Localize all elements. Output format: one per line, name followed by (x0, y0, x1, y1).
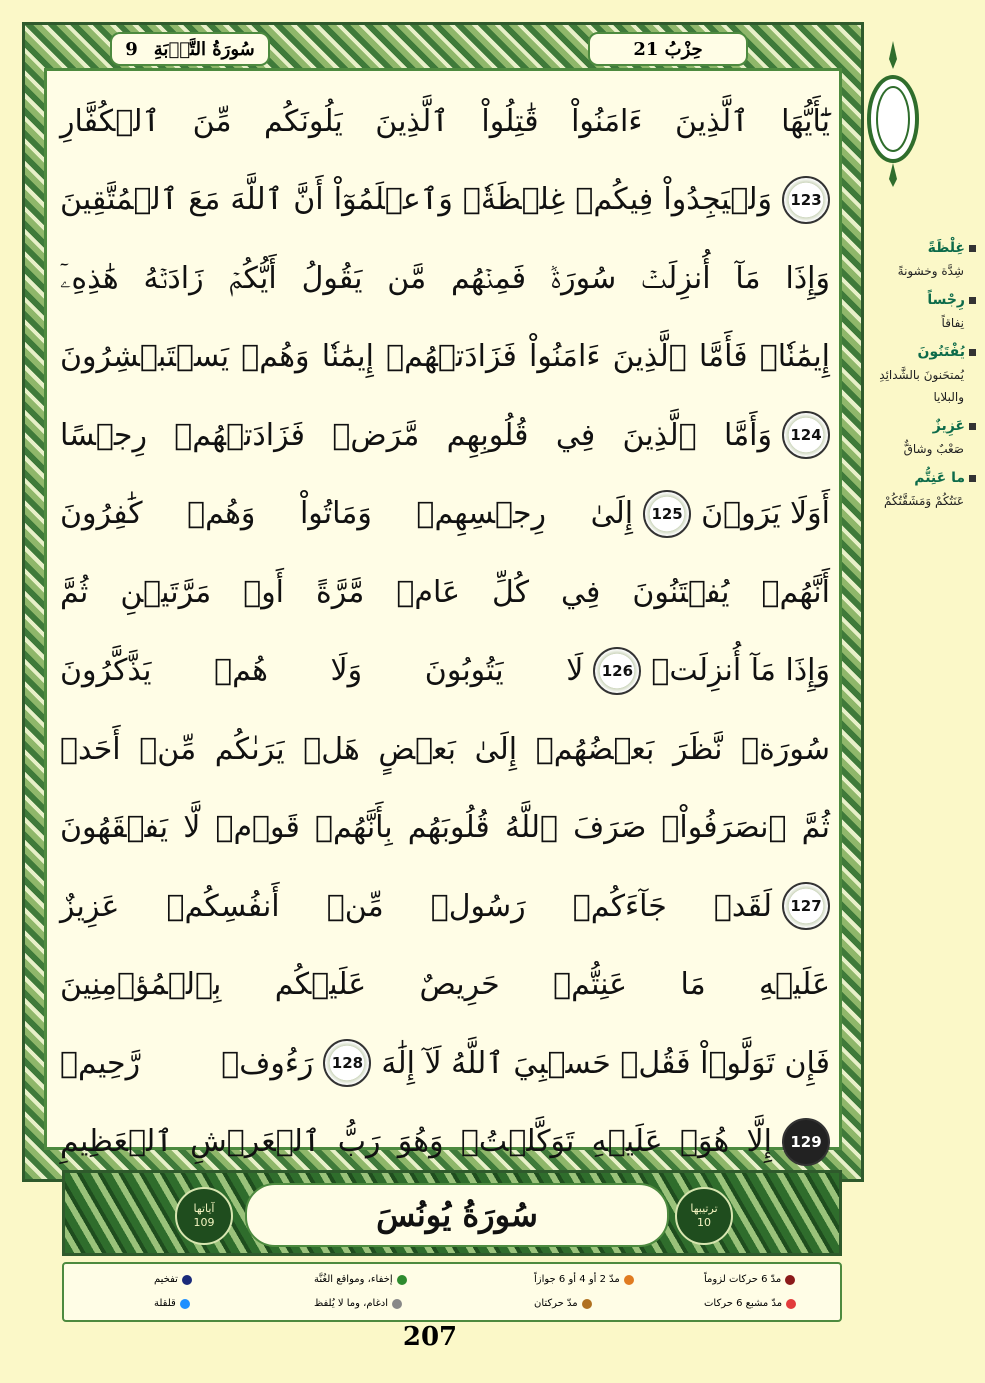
legend-item (534, 1298, 592, 1309)
verse-text: سُورَةٞ نَّظَرَ بَعۡضُهُمۡ إِلَىٰ بَعۡضٍ هَلۡ يَرَىٰكُم مِّنۡ أَحَدٖ (60, 731, 830, 767)
legend-color-dot (624, 1275, 634, 1285)
hizb-label: حِزْبُ 21 (633, 38, 703, 60)
verse-text: إِلَىٰ رِجۡسِهِمۡ وَمَاتُواْ وَهُمۡ كَٰفِرُونَ (60, 496, 634, 532)
ayah-number-marker: 124 (782, 411, 830, 459)
ayah-number-marker: 128 (323, 1039, 371, 1087)
hizb-header (588, 32, 748, 66)
hizb-marker-ornament (862, 34, 924, 194)
glossary-meaning: صَعْبٌ وشاقٌّ (903, 442, 964, 456)
verse-text-continued: فَإِن تَوَلَّوۡاْ فَقُلۡ حَسۡبِيَ ٱللَّهُ لَآ إِلَٰهَ (381, 1045, 830, 1081)
legend-label: ادغام، وما لا يُلفظ (314, 1298, 389, 1309)
legend-label: مدّ حركتان (534, 1298, 578, 1309)
verse-line (60, 82, 830, 161)
next-surah-title: سُورَةُ يُونُسَ (245, 1183, 669, 1247)
legend-color-dot (785, 1275, 795, 1285)
legend-item (704, 1298, 796, 1309)
verse-text: لَقَدۡ جَآءَكُمۡ رَسُولٞ مِّنۡ أَنفُسِكُمۡ عَزِيزٌ (60, 888, 772, 924)
glossary-term (872, 344, 976, 360)
glossary-term (872, 418, 976, 434)
verse-text-continued: أَوَلَا يَرَوۡنَ (701, 496, 830, 532)
verse-text: رَءُوفٞ رَّحِيمٞ (60, 1045, 314, 1081)
legend-item (154, 1274, 192, 1285)
verse-text: إِلَّا هُوَۖ عَلَيۡهِ تَوَكَّلۡتُۖ وَهُوَ رَبُّ ٱلۡعَرۡشِ ٱلۡعَظِيمِ (60, 1124, 772, 1160)
verse-text: لَا يَتُوبُونَ وَلَا هُمۡ يَذَّكَّرُونَ (60, 653, 584, 689)
page-number: 207 (402, 1322, 458, 1352)
surah-number: 9 (125, 38, 138, 60)
word-glossary (872, 240, 976, 522)
glossary-term (872, 292, 976, 308)
verse-text: ثُمَّ ٱنصَرَفُواْۚ صَرَفَ ٱللَّهُ قُلُوبَهُم بِأَنَّهُمۡ قَوۡمٞ لَّا يَفۡقَهُونَ (60, 810, 830, 846)
glossary-term-text: ما عَنِتُّم (914, 470, 965, 486)
verse-line (60, 789, 830, 868)
verse-text-continued: وَإِذَا مَآ أُنزِلَتۡ (651, 653, 830, 689)
ayah-number-marker: 126 (593, 647, 641, 695)
ayah-number-marker: 125 (643, 490, 691, 538)
glossary-term-text: يُفْتَنُونَ (917, 344, 965, 360)
glossary-meaning: شِدَّة وخشونةً (897, 264, 964, 278)
verse-line (60, 396, 830, 475)
legend-color-dot (397, 1275, 407, 1285)
legend-label: إخفاء، ومواقع الغُنَّة (314, 1274, 393, 1285)
legend-item (314, 1298, 402, 1309)
glossary-term (872, 240, 976, 256)
verse-line (60, 475, 830, 554)
glossary-term-text: غِلْظَةً (927, 240, 965, 256)
legend-label: مدّ مشبع 6 حركات (704, 1298, 783, 1309)
legend-color-dot (182, 1275, 192, 1285)
ayat-value: 109 (193, 1216, 215, 1229)
glossary-meaning: عَنَتُكُمْ وَمَشَقَّتُكُمْ (883, 494, 964, 508)
ayat-count-medallion (175, 1187, 233, 1245)
verse-line (60, 553, 830, 632)
verse-line (60, 239, 830, 318)
ayah-number-marker: 127 (782, 882, 830, 930)
verse-line (60, 710, 830, 789)
order-value: 10 (697, 1216, 711, 1229)
verse-text: يَٰٓأَيُّهَا ٱلَّذِينَ ءَامَنُواْ قَٰتِلُواْ ٱلَّذِينَ يَلُونَكُم مِّنَ ٱلۡكُفَّارِ (60, 103, 830, 139)
ayah-number-marker: 129 (782, 1118, 830, 1166)
legend-label: مدّ 2 أو 4 أو 6 جوازاً (534, 1274, 620, 1285)
legend-color-dot (180, 1299, 190, 1309)
surah-order-medallion (675, 1187, 733, 1245)
surah-name: سُورَةُ التَّوۡبَةِ (153, 38, 255, 60)
verse-line (60, 161, 830, 240)
surah-header (110, 32, 270, 66)
glossary-term (872, 470, 976, 486)
verse-text: وَلۡيَجِدُواْ فِيكُمۡ غِلۡظَةٗۚ وَٱعۡلَمُوٓاْ أَنَّ ٱللَّهَ مَعَ ٱلۡمُتَّقِينَ (60, 182, 772, 218)
legend-item (314, 1274, 407, 1285)
verse-text: إِيمَٰنٗاۚ فَأَمَّا ٱلَّذِينَ ءَامَنُواْ فَزَادَتۡهُمۡ إِيمَٰنٗا وَهُمۡ يَسۡتَبۡشِرُونَ (60, 339, 830, 375)
verse-text: عَلَيۡهِ مَا عَنِتُّمۡ حَرِيصٌ عَلَيۡكُم بِٱلۡمُؤۡمِنِينَ (60, 967, 830, 1003)
glossary-meaning: نِفاقاً (941, 316, 964, 330)
verse-line (60, 1024, 830, 1103)
glossary-term-text: عَزِيزٌ (932, 418, 965, 434)
legend-color-dot (786, 1299, 796, 1309)
verse-text: أَنَّهُمۡ يُفۡتَنُونَ فِي كُلِّ عَامٖ مَّرَّةً أَوۡ مَرَّتَيۡنِ ثُمَّ (60, 574, 830, 610)
glossary-meaning: يُمتحَنونَ بالشَّدائِدِ والبلايا (879, 368, 964, 404)
legend-color-dot (392, 1299, 402, 1309)
legend-label: قلقلة (154, 1298, 176, 1309)
verse-line (60, 318, 830, 397)
glossary-term-text: رِجْساً (927, 292, 965, 308)
surah-banner (62, 1170, 842, 1256)
verse-line (60, 946, 830, 1025)
legend-label: مدّ 6 حركات لزوماً (704, 1274, 782, 1285)
verse-lines (60, 82, 830, 1181)
legend-item (154, 1298, 190, 1309)
legend-item (534, 1274, 634, 1285)
verse-text: وَأَمَّا ٱلَّذِينَ فِي قُلُوبِهِم مَّرَضٞ فَزَادَتۡهُمۡ رِجۡسًا (60, 417, 772, 453)
ayah-number-marker: 123 (782, 176, 830, 224)
verse-text: وَإِذَا مَآ أُنزِلَتۡ سُورَةٞ فَمِنۡهُم مَّن يَقُولُ أَيُّكُمۡ زَادَتۡهُ هَٰذِهِۦٓ (60, 260, 830, 296)
ayat-label: آياتها (193, 1202, 215, 1215)
verse-line (60, 632, 830, 711)
tajweed-legend (62, 1262, 842, 1322)
legend-color-dot (582, 1299, 592, 1309)
legend-item (704, 1274, 795, 1285)
legend-label: تفخيم (154, 1274, 178, 1285)
order-label: ترتيبها (690, 1202, 718, 1215)
verse-line (60, 867, 830, 946)
